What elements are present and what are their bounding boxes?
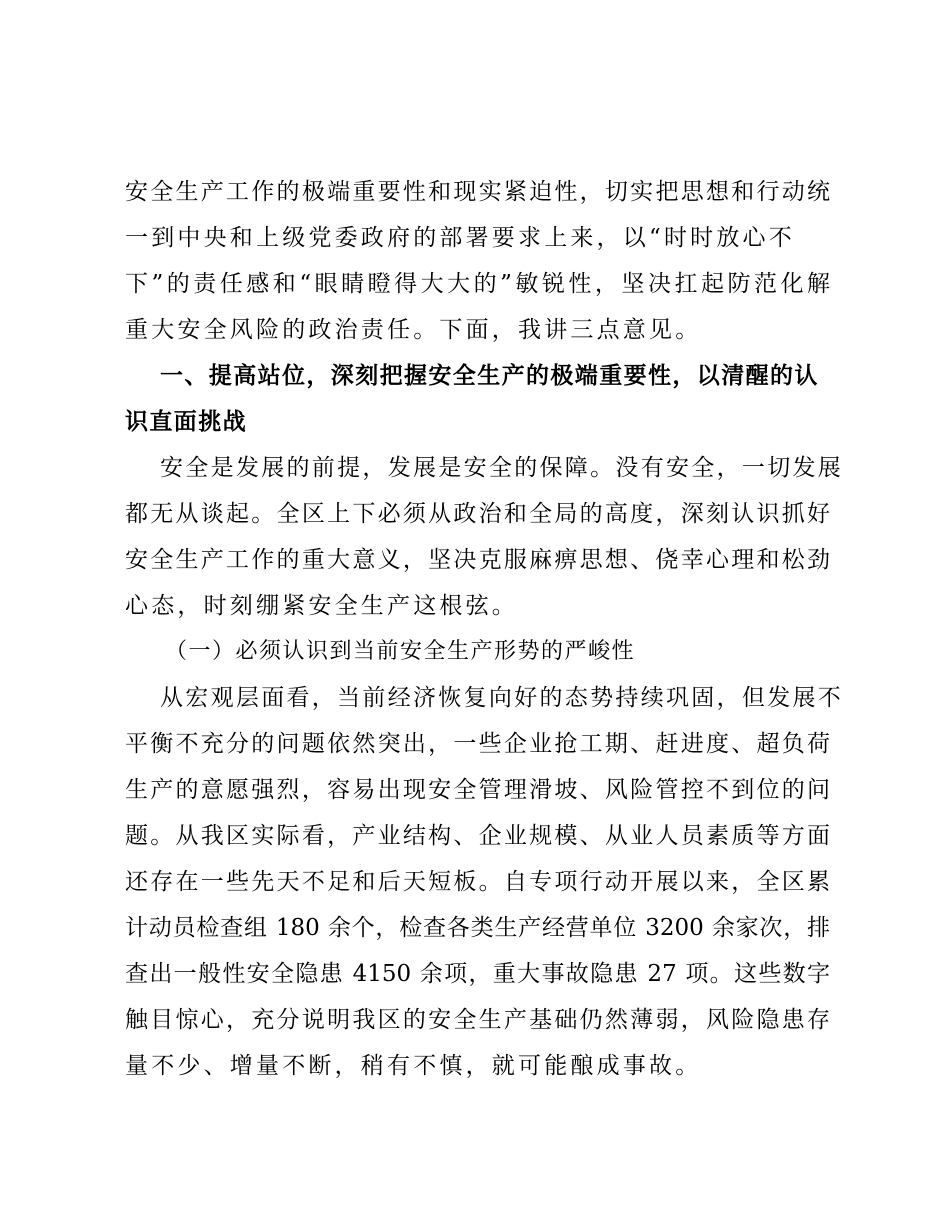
text-line: 都无从谈起。全区上下必须从政治和全局的高度，深刻认识抓好 bbox=[125, 501, 830, 527]
text-line: 安全生产工作的重大意义，坚决克服麻痹思想、侥幸心理和松劲 bbox=[125, 547, 830, 573]
document-body bbox=[125, 169, 844, 1089]
text-line: 从宏观层面看，当前经济恢复向好的态势持续巩固，但发展不 bbox=[160, 685, 844, 711]
text-line: 心态，时刻绷紧安全生产这根弦。 bbox=[125, 593, 518, 619]
heading-line: 识直面挑战 bbox=[125, 409, 247, 435]
text-line: 重大安全风险的政治责任。下面，我讲三点意见。 bbox=[125, 317, 702, 343]
paragraph-2 bbox=[125, 675, 844, 1089]
text-line: 触目惊心，充分说明我区的安全生产基础仍然薄弱，风险隐患存 bbox=[125, 1007, 830, 1033]
text-line: 查出一般性安全隐患 4150 余项，重大事故隐患 27 项。这些数字 bbox=[125, 961, 830, 987]
text-line: 还存在一些先天不足和后天短板。自专项行动开展以来，全区累 bbox=[125, 869, 830, 895]
text-line: 量不少、增量不断，稍有不慎，就可能酿成事故。 bbox=[125, 1053, 702, 1079]
paragraph-1 bbox=[125, 445, 844, 629]
text-line: 一到中央和上级党委政府的部署要求上来，以“时时放心不 bbox=[125, 225, 795, 251]
text-line: 安全是发展的前提，发展是安全的保障。没有安全，一切发展 bbox=[160, 455, 844, 481]
section-heading-1 bbox=[125, 353, 830, 445]
heading-line: 一、提高站位，深刻把握安全生产的极端重要性，以清醒的认 bbox=[160, 363, 819, 389]
text-line: 题。从我区实际看，产业结构、企业规模、从业人员素质等方面 bbox=[125, 823, 830, 849]
text-line: 生产的意愿强烈，容易出现安全管理滑坡、风险管控不到位的问 bbox=[125, 777, 830, 803]
text-line: 平衡不充分的问题依然突出，一些企业抢工期、赶进度、超负荷 bbox=[125, 731, 830, 757]
text-line: 计动员检查组 180 余个，检查各类生产经营单位 3200 余家次，排 bbox=[125, 915, 830, 941]
intro-paragraph bbox=[125, 169, 830, 353]
text-line: 下”的责任感和“眼睛瞪得大大的”敏锐性，坚决扛起防范化解 bbox=[125, 271, 830, 297]
subheading-1 bbox=[125, 629, 830, 675]
text-line: 安全生产工作的极端重要性和现实紧迫性，切实把思想和行动统 bbox=[125, 179, 830, 205]
subheading-line: （一）必须认识到当前安全生产形势的严峻性 bbox=[165, 639, 636, 664]
